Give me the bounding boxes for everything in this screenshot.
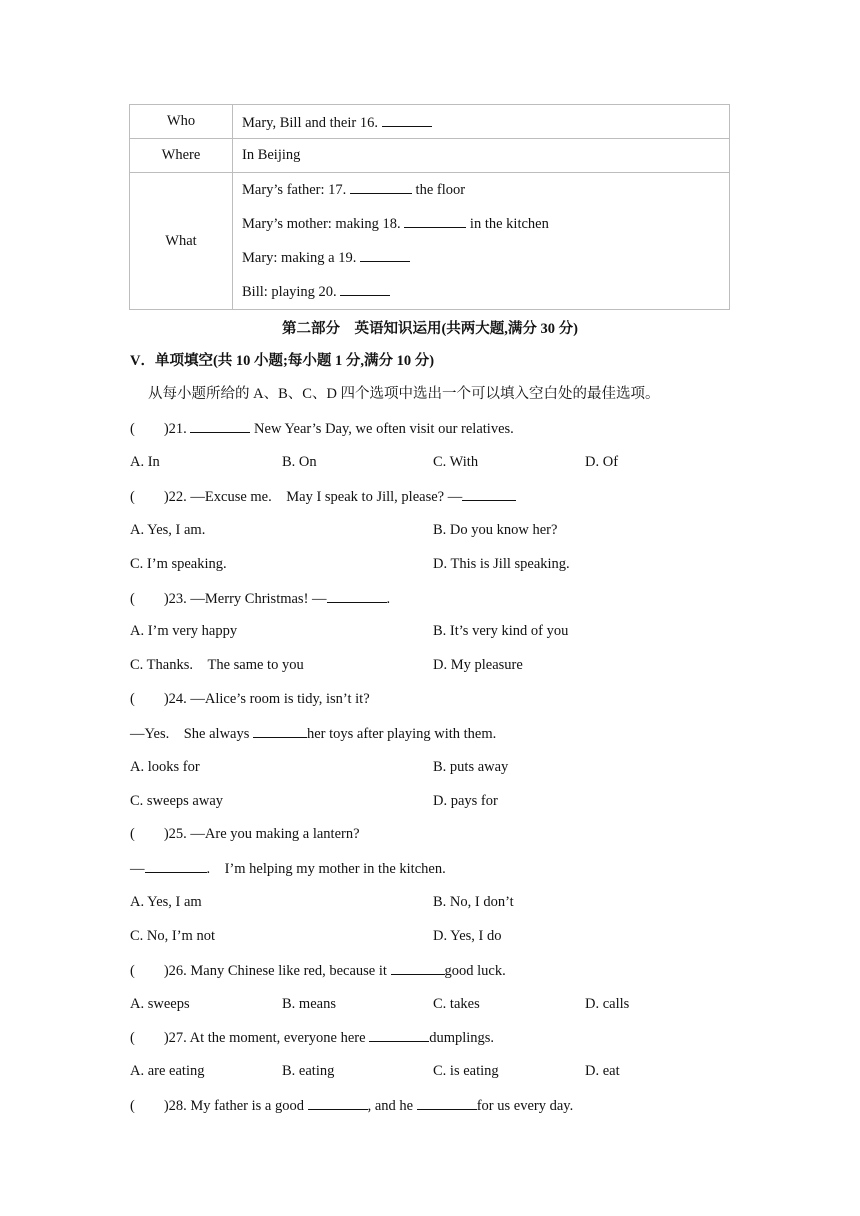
blank-24[interactable]: [253, 723, 307, 738]
q24-line2-post: her toys after playing with them.: [307, 726, 497, 742]
section-v-title: V．单项填空(共 10 小题;每小题 1 分,满分 10 分): [130, 353, 435, 369]
question-24-line2: [130, 723, 496, 744]
blank-26[interactable]: [391, 960, 445, 975]
q25-line2-post: . I’m helping my mother in the kitchen.: [206, 861, 446, 877]
q27-option-d[interactable]: D. eat: [585, 1063, 620, 1079]
q21-number: ( )21.: [130, 421, 187, 437]
what-line-17: [242, 173, 729, 207]
question-23: [130, 588, 390, 609]
blank-28b[interactable]: [417, 1095, 477, 1110]
q24-option-a[interactable]: A. looks for: [130, 759, 200, 775]
q25-option-a[interactable]: A. Yes, I am: [130, 894, 202, 910]
q23-option-a[interactable]: A. I’m very happy: [130, 623, 238, 639]
q22-option-c[interactable]: C. I’m speaking.: [130, 556, 227, 572]
blank-16[interactable]: [382, 112, 432, 127]
blank-27[interactable]: [369, 1027, 429, 1042]
blank-22[interactable]: [462, 486, 516, 501]
q23-option-c[interactable]: C. Thanks. The same to you: [130, 657, 304, 673]
question-27: [130, 1027, 494, 1048]
q26-option-d[interactable]: D. calls: [585, 996, 630, 1012]
q21-option-d[interactable]: D. Of: [585, 454, 619, 470]
where-label: Where: [130, 139, 233, 173]
q22-text: ( )22. —Excuse me. May I speak to Jill, please? —: [130, 489, 463, 505]
what-17-text: Mary’s father: 17.: [242, 182, 347, 198]
what-19-text: Mary: making a 19.: [242, 250, 357, 266]
q26-option-c[interactable]: C. takes: [433, 996, 480, 1012]
q26-text: ( )26. Many Chinese like red, because it: [130, 963, 387, 979]
q23-option-d[interactable]: D. My pleasure: [433, 657, 523, 673]
what-line-18: [242, 207, 729, 241]
q24-option-b[interactable]: B. puts away: [433, 759, 509, 775]
blank-23[interactable]: [327, 588, 387, 603]
q22-option-d[interactable]: D. This is Jill speaking.: [433, 556, 570, 572]
question-25: ( )25. —Are you making a lantern?: [130, 826, 360, 842]
q27-post: dumplings.: [429, 1030, 495, 1046]
q22-option-b[interactable]: B. Do you know her?: [433, 522, 558, 538]
where-text: In Beijing: [233, 139, 730, 173]
blank-20[interactable]: [340, 281, 390, 296]
what-20-text: Bill: playing 20.: [242, 284, 337, 300]
q25-line2-pre: —: [130, 861, 145, 877]
question-26: [130, 960, 506, 981]
q21-option-a[interactable]: A. In: [130, 454, 160, 470]
q28-post: for us every day.: [476, 1098, 574, 1114]
what-18-text: Mary’s mother: making 18.: [242, 216, 401, 232]
question-21: [130, 418, 514, 439]
blank-19[interactable]: [360, 247, 410, 262]
q26-post: good luck.: [444, 963, 506, 979]
q27-option-c[interactable]: C. is eating: [433, 1063, 499, 1079]
blank-25[interactable]: [145, 858, 207, 873]
what-17-post: the floor: [415, 182, 466, 198]
what-18-post: in the kitchen: [469, 216, 549, 232]
section-v-instruction: 从每小题所给的 A、B、C、D 四个选项中选出一个可以填入空白处的最佳选项。: [148, 386, 660, 402]
blank-18[interactable]: [404, 213, 466, 228]
q27-text: ( )27. At the moment, everyone here: [130, 1030, 366, 1046]
part2-title: 第二部分 英语知识运用(共两大题,满分 30 分): [281, 321, 579, 337]
who-cell: [233, 105, 730, 139]
q25-option-b[interactable]: B. No, I don’t: [433, 894, 514, 910]
q27-option-b[interactable]: B. eating: [282, 1063, 335, 1079]
q23-text: ( )23. —Merry Christmas! —: [130, 591, 327, 607]
blank-28a[interactable]: [308, 1095, 368, 1110]
what-line-20: [242, 275, 729, 309]
q24-option-d[interactable]: D. pays for: [433, 793, 498, 809]
who-text: Mary, Bill and their 16.: [242, 114, 378, 131]
q24-option-c[interactable]: C. sweeps away: [130, 793, 224, 809]
q27-option-a[interactable]: A. are eating: [130, 1063, 205, 1079]
q25-option-c[interactable]: C. No, I’m not: [130, 928, 215, 944]
q21-option-c[interactable]: C. With: [433, 454, 479, 470]
q21-text: New Year’s Day, we often visit our relatives.: [254, 421, 514, 437]
question-25-line2: [130, 858, 446, 879]
question-24: ( )24. —Alice’s room is tidy, isn’t it?: [130, 691, 370, 707]
q22-option-a[interactable]: A. Yes, I am.: [130, 522, 206, 538]
what-label: What: [130, 173, 233, 310]
who-label: Who: [130, 105, 233, 139]
q28-text: ( )28. My father is a good: [130, 1098, 304, 1114]
q23-option-b[interactable]: B. It’s very kind of you: [433, 623, 569, 639]
q25-option-d[interactable]: D. Yes, I do: [433, 928, 502, 944]
question-22: [130, 486, 516, 507]
question-28: [130, 1095, 573, 1116]
q21-option-b[interactable]: B. On: [282, 454, 317, 470]
q24-line2-pre: —Yes. She always: [130, 726, 250, 742]
q26-option-a[interactable]: A. sweeps: [130, 996, 190, 1012]
q28-mid: , and he: [367, 1098, 414, 1114]
what-line-19: [242, 241, 729, 275]
what-cell: [233, 173, 730, 310]
q23-tail: .: [386, 591, 391, 607]
blank-21[interactable]: [190, 418, 250, 433]
q26-option-b[interactable]: B. means: [282, 996, 336, 1012]
blank-17[interactable]: [350, 179, 412, 194]
info-table: [129, 104, 730, 310]
